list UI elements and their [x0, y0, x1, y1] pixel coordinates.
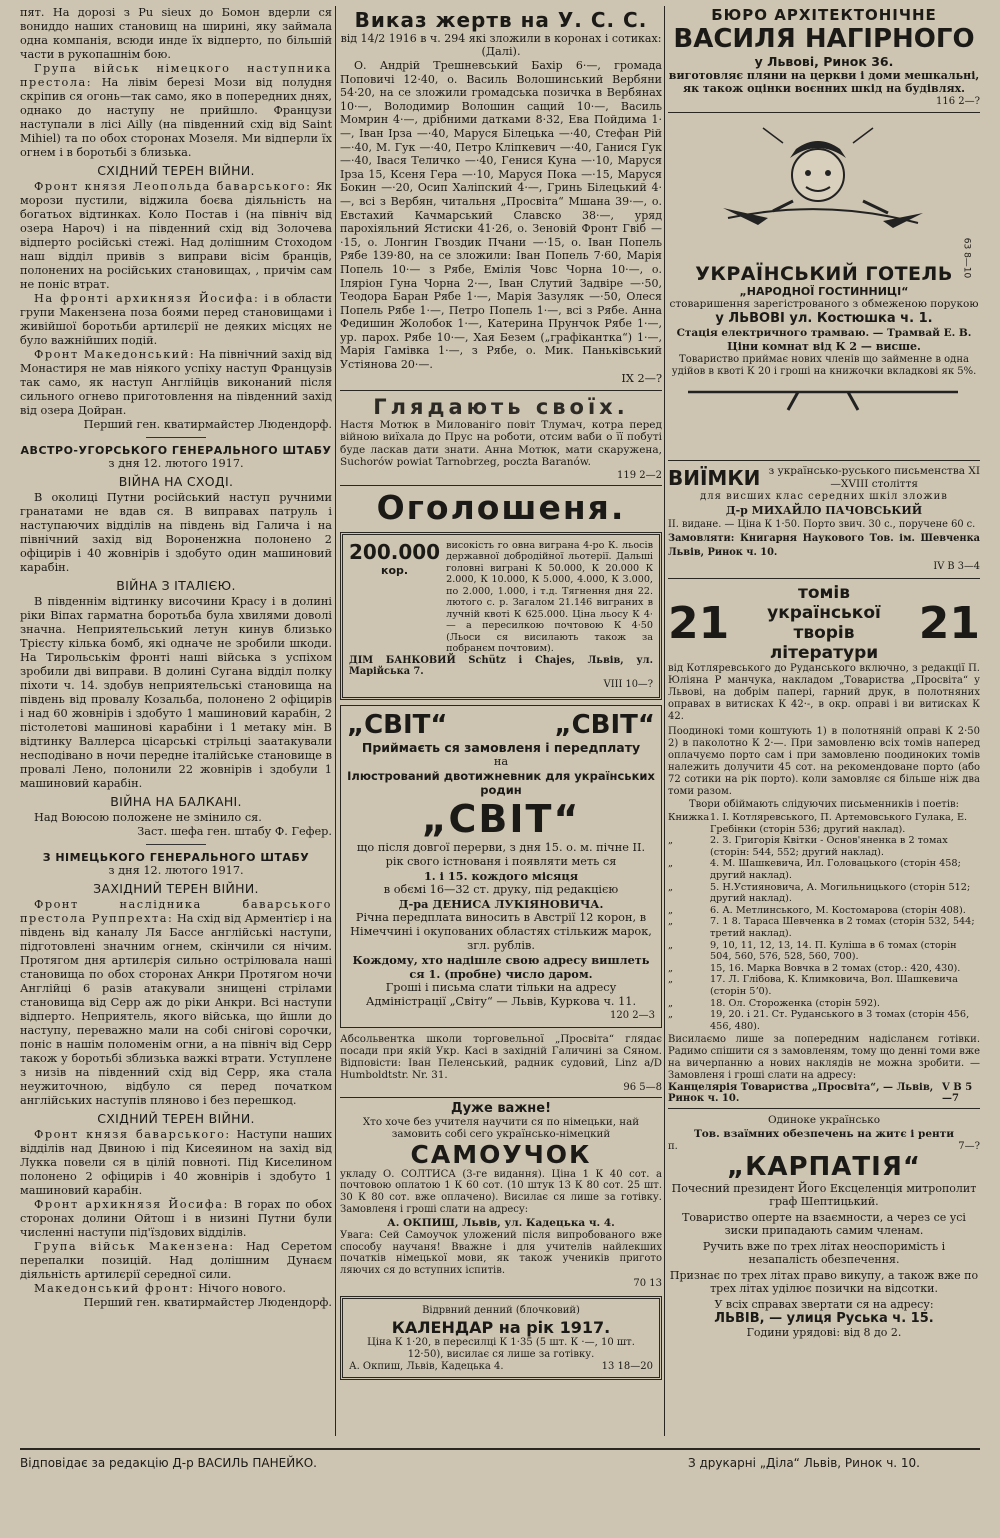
extracts-body: для висших клас середних шкіл зложив [700, 491, 948, 502]
svit-subscribe: Приймаєть ся замовленя і передплату [361, 739, 641, 755]
looking-for-body: Настя Мотюк в Милованіго повіт Тлумач, котра перед війною виїхала до Прус на роботи, отсим ваби о її побуті буде ласкав дати знати. Анна Мотюк, мати скаружена, Suchorów powiat Tarnobrzeg, poczta Baranów. [340, 418, 662, 469]
book-label: „ [668, 916, 674, 928]
report-paragraph: Фронт князя баварського: Наступи наших відділів над Двиною і під Кисеяином на захід від Лукка повели ся в цілій повноті. Під Киселином полонено 2 офіцирів і 40 жовнірів і здобуто 1 машиновий карабін. [20, 1128, 332, 1197]
hotel-ad [668, 113, 980, 461]
book-description: 9, 10, 11, 12, 13, 14. П. Куліша в 6 томах (сторін 504, 560, 576, 528, 560, 700). [710, 939, 957, 963]
article-intro: пят. На дорозі з Pu sieux до Бомон вдерли ся вониддо наших становищ на ширині, яку займала одна компанія, всюди инде їх відперто, по більшій части в рукопашнім бою. [20, 6, 332, 61]
svit-editor: Д-ра ДЕНИСА ЛУКІЯНОВИЧА. [398, 896, 604, 911]
section-heading: СХІДНИЙ ТЕРЕН ВІЙНИ. [97, 163, 255, 178]
book-list-item [668, 1009, 980, 1032]
signature: Перший ген. кватирмайстер Людендорф. [83, 1296, 332, 1309]
report-paragraph: Група військ Макензена: Над Серетом перепалки позицій. Над долішним Дунаєм діяльність артилєрії середної сили. [20, 1240, 332, 1281]
book-list-item [668, 940, 980, 963]
book-label: „ [668, 835, 674, 847]
book-list-item [668, 905, 980, 917]
book-label: „ [668, 904, 674, 916]
samouchok-ad [340, 1101, 662, 1291]
volumes-title: томів української творів літератури [767, 583, 881, 663]
report-paragraph: Над Воюсою положене не змінило ся. [34, 811, 262, 824]
section-heading: АВСТРО-УГОРСЬКОГО ГЕНЕРАЛЬНОГО ШТАБУ [20, 444, 332, 457]
calendar-address: А. Окпиш, Львів, Кадецька 4. [349, 1361, 504, 1373]
lottery-amount: 200.000 [349, 539, 441, 564]
samouchok-body: укладу О. СОЛТИСА (3-ге видання). Ціна 1 К 40 сот. а почтовою оплатою 1 К 60 сот. (10 штук 13 К 80 сот. 25 шт. 30 К 80 сот. вже оплачено). Висилає ся лише за готівку. Замовленя і гроші слати на адресу: [340, 1168, 662, 1216]
book-label: „ [668, 1009, 674, 1021]
book-label: Книжка [668, 812, 710, 823]
book-description: 19, 20. і 21. Ст. Руданського в 3 томах (сторін 456, 456, 480). [710, 1009, 970, 1032]
report-paragraph: В південнім відтинку височини Красу і в долині ріки Віпах гарматна боротьба була хвилями доволі значна. Неприятельський летун кинув близько Трієсту кілька бомб, які одначе не зробили шкоди. На Тирольськім фронті наші війська з успіхом зробили дві виправи. В долині Сугана відділ полку піхоти ч. 14. здобув неприятельські становища на південь від провалу Козальба, полонено 2 офіцирів і над 60 жовнірів і здобуто 1 машиновий карабін, 2 пістолетові машинові карабіни і 1 метаку мін. В відтинку Валлерса цісарські стрільці заатакували несподівано в ночи передне італійське становище в провалі Лено, полонили 22 жовнірів і здобули 1 машиновий карабін. [20, 595, 332, 790]
section-heading: СХІДНИЙ ТЕРЕН ВІЙНИ. [97, 1111, 255, 1126]
svit-title: „СВІТ“ [347, 709, 448, 740]
svit-body: в обємі 16—32 ст. друку, під редакцією [383, 882, 619, 896]
book-description: 17. Л. Глібова, К. Климковича, Вол. Шашкевича (сторін 5ʼ0). [710, 974, 958, 997]
calendar-body: Ціна К 1·20, в пересилці К 1·35 (5 шт. К ·—, 10 шт. 12·50), висилає ся лише за готівку. [367, 1337, 635, 1361]
book-list-item [668, 916, 980, 939]
extracts-price: II. видане. — Ціна К 1·50. Порто звич. 30 с., поручене 60 с. [668, 519, 976, 530]
important-body: Хто хоче без учителя научити ся по німецьки, най замовить собі сего українсько-німецкий [362, 1115, 640, 1140]
book-list-item [668, 963, 980, 975]
ad-number: IX 2—? [621, 371, 662, 385]
book-label: „ [668, 858, 674, 870]
samouchok-note: Увага: Сей Самоучок уложений після випробованого вже способу научаня! Вважне і для учителів найлекших початків німецької мови, як також учеників пригото ляючих ся до вступних іспитів. [340, 1229, 662, 1277]
karpatia-body: Почесний президент Його Ексцеленція митрополит граф Шептицький. [671, 1182, 977, 1209]
book-label: „ [668, 974, 674, 986]
book-label: „ [668, 881, 674, 893]
section-heading: ЗАХІДНИЙ ТЕРЕН ВІЙНИ. [93, 881, 259, 896]
book-list-item [668, 882, 980, 905]
ad-number: 119 2—2 [617, 469, 662, 481]
hotel-title: УКРАЇНСЬКИЙ ГОТЕЛЬ [695, 263, 953, 285]
calendar-head: Відрвний денний (блочковий) [422, 1305, 580, 1317]
lottery-bank: ДІМ БАНКОВИЙ Schütz i Chajes, Львів, ул. Марійська 7. [349, 654, 653, 678]
hotel-address: у ЛЬВОВІ ул. Костюшка ч. 1. [715, 310, 933, 326]
book-list-item [668, 812, 980, 835]
victims-list: О. Андрій Трешневський Бахір 6·—, громада Поповичі 12·40, о. Василь Волошинський Вербяни 54·20, на се зложили громадська позичка в Вербянах 10·—, Володимир Волошин сащий 10·—, Василь Момрин 4·—, дрібними датками 8·32, Ева Пойдима 1·—, Іван Ірза —·40, Маруся Білецька —·40, Стефан Рій —·40, М. Гук —·40, Петро Кліпкевич —·40, Ганися Гук —·40, Івася Теличко —·40, Генися Куна —·10, Маруся Ірза 15, Ксеня Гера —·10, Маруся Пока —·15, Маруся Бокин —·20, Осип Халіпский 4·—, Гринь Білецький 4·—, всі з Вербян, читальня „Просвіта“ Мшана 39·—, о. Евстахий Качмарський Славско 38·—, уряд парохіяльний Ястиски 41·26, о. Зеновій Фронт Гвіб —·15, о. Лонгин Гвоздик Пчани —·15, о. Іван Попель Рябе 139·80, на се зложили: Іван Попель 7·60, Марія Попель 10·— з Рябе, Емілія Човс Чорна 10·—, о. Іляріон Гуна Чорна 2·—, Іван Слутий Задвіре —·50, Теодора Баран Рябе 1·—, Марія Зазуляк —·50, Олеся Попель Рябе 1·—, Петро Попель 1·—, всі з Рябе. Анна Федишин Жолобок 1·—, Катерина Прунчок Рябе 1·—, ур. парох. Рябе 10·—, Хая Безем („графікантка“) 1·—, Марія Гамівка 1·—, з Рябе, о. Мик. Паньківський Устіянова 20·—. [340, 59, 662, 372]
hotel-subtitle: „НАРОДНОЇ ГОСТИННИЦІ“ [739, 285, 909, 298]
book-description: 15, 16. Марка Вовчка в 2 томах (стор.: 420, 430). [710, 962, 961, 974]
extracts-ad [668, 461, 980, 579]
report-paragraph: Фронт архикнязя Йосифа: В горах по обох сторонах долини Ойтош і в низині Путни були численні наступи під'їздових відділів. [20, 1198, 332, 1239]
volumes-list [668, 812, 980, 1032]
book-list-item [668, 858, 980, 881]
samouchok-address: А. ОКПИШ, Львів, ул. Кадецька ч. 4. [387, 1216, 615, 1229]
book-list-item [668, 998, 980, 1010]
divider [146, 844, 206, 845]
ad-number: 70 13 [633, 1278, 662, 1290]
bureau-heading: БЮРО АРХІТЕКТОНІЧНЕ [711, 6, 937, 24]
svit-title: „СВІТ“ [554, 709, 655, 740]
announcements-title: Оголошеня. [376, 487, 626, 527]
svit-body: що після довгої перерви, з дня 15. о. м. пічне II. рік свого істнованя і появляти меть ся [356, 840, 646, 868]
report-date: з дня 12. лютого 1917. [108, 457, 244, 470]
book-description: 1. І. Котляревського, П. Артемовського Гулака, Е. Гребінки (сторін 536; другий наклад). [710, 812, 968, 835]
book-description: 2. 3. Григорія Квітки - Основ'яненка в 2 томах (сторін: 544, 552; другий наклад). [710, 835, 948, 858]
report-paragraph: Фронт Македонський: На північний захід від Монастиря не мав ніякого успіху наступ Французів так само, як наступ Англійців виконаний після сильного огнево приготовлення на південний захід від озера Дойран. [20, 348, 332, 417]
book-list-item [668, 974, 980, 997]
book-label: „ [668, 997, 674, 1009]
volumes-single: Поодинокі томи коштують 1) в полотняній оправі К 2·50 2) в паколотно К 2·—. При замовленю всіх томів наперед оплачуємо порто сам і при замовленю поодиноких томів належить долучити 45 сот. на рекомендоване порто (або 72 сотики на рік порто). коли замовляє ся більше ніж два томи разом. [668, 726, 980, 797]
bureau-name: ВАСИЛЯ НАГІРНОГО [673, 24, 975, 54]
svit-body: Гроші і письма слати тільки на адресу Адміністрації „Світу“ — Львів, Куркова ч. 11. [365, 980, 637, 1008]
report-paragraph: Фронт наслідника баварського престола Руппрехта: На схід від Арментієр і на південь від каналу Ля Бассе англійські наступи, підготовлені значним огнем, скінчили ся нічим. Протягом дня артилєрія сильно острілювала наші становища по обох сторонах Анкри Протягом ночи Англійці 6 разів атакували знищені стрілами становища від Серр аж до ріки Анкри. Всі наступи відперто. Неприятель, якого війська, що йшли до наступу, переважно мали на собі снігові сорочки, поніс в нашім поломенім огни, а на північ від Серр також у боротьбі зблизька важкі втрати. Уступлене з низів на південний схід від Серр, яка стала неужиточною, відбуло ся перед початком англійських наступів пляново і без перешкод. [20, 898, 332, 1107]
column-divider [664, 6, 665, 1436]
extracts-body: з українсько-руського письменства XI—XVIII століття [768, 465, 980, 490]
karpatia-ad [668, 1109, 980, 1344]
karpatia-body: Признає по трех літах право викупу, а також вже по трех літах уділює позички на відсотки. [669, 1269, 979, 1296]
samouchok-title: САМОУЧОК [410, 1139, 592, 1169]
school-ad: Абсольвентка школи торговельної „Просвіта“ глядає посади при якій Укр. Касі в західній Галичині за Сяном. Відповісти: Іван Пеленський, радник судовий, Linz a/D Humboldtstr. Nr. 31. [340, 1032, 662, 1081]
hotel-prices: Ціни комнат від К 2 — висше. [727, 339, 921, 353]
hotel-tram: Стація електричного трамваю. — Трамвай Е. В. [676, 326, 972, 339]
svit-logo: „СВІТ“ [421, 796, 581, 841]
svit-on: на [493, 754, 509, 768]
book-description: 7. 1 8. Тараса Шевченка в 2 томах (сторін 532, 544; третий наклад). [710, 916, 975, 939]
war-reports-column [20, 6, 332, 1436]
ad-number: 96 5—8 [623, 1081, 662, 1093]
hotel-body: стоваришення зарегістрованого з обмеженою порукою [669, 298, 979, 310]
section-heading: ВІЙНА НА БАЛКАНІ. [110, 794, 242, 809]
report-paragraph: Фронт князя Леопольда баварського: Як морози пустили, віджила боєва діяльність на богатьох відтинках. Коло Постав і (на північ від озера Нароч) і на південний схід від Золочева відперто російські стежі. Над долішним Стоходом наш відділ привів з виправи вісім бранців, полонених на російських становищах, , причім сам не поніс втрат. [20, 180, 332, 291]
report-paragraph: Македонський фронт: Нічого нового. [34, 1282, 286, 1295]
bureau-city: у Львові, Ринок 36. [754, 54, 894, 69]
karpatia-title: „КАРПАТІЯ“ [727, 1152, 921, 1183]
karpatia-body: Товариство оперте на взаємности, а через се усі зиски припадають самим членам. [682, 1211, 966, 1238]
section-heading: ВІЙНА З ІТАЛІЄЮ. [116, 578, 236, 593]
victims-continued: (Далі). [481, 45, 521, 58]
svit-body: Річна передплата виносить в Австрії 12 корон, в Німеччині і окупованих областях стількиж марок, згл. рублів. [350, 910, 652, 952]
ad-number: 7—? [958, 1141, 980, 1153]
report-paragraph: Група військ німецкого наступника престола: На лівім березі Мози від полудня скріпив ся огонь—так само, яко в попередних днях, однако до наступу не прийшло. Французи наступали в лісі Ailly (на південний схід від Saint Mihiel) та по обох сторонах Мозеля. Ми відперли їх огнем і в боротьбі з близька. [20, 62, 332, 159]
karpatia-society: Тов. взаїмних обезпечень на житє і ренти [693, 1128, 955, 1141]
book-description: 18. Ол. Стороженка (сторін 592). [710, 997, 880, 1009]
lottery-body: високість го овна виграна 4-ро К. льосів державної добродійної льотерії. Дальші головні виграні К 50.000, К 20.000 К 2.000, К 10.000, К 5.000, 4.000, К 3.000, по 2.000, 1.000, і т.д. Тягнення дня 22. лютого с. р. Загалом 21.146 виграних в лучній квоті К 625.000. Ціна льосу К 4·— а пересилкою почтовою К 4·50 (Льоси ся висилають також за побранєм почтовим). [446, 539, 653, 655]
book-list-item [668, 835, 980, 858]
book-description: 4. М. Шашкевича, Ил. Головацького (сторін 458; другий наклад). [710, 858, 961, 881]
extracts-order: Замовляти: Книгарня Наукового Тов. ім. Шевченка Львів, Ринок ч. 10. [668, 533, 980, 558]
calendar-title: КАЛЕНДАР на рік 1917. [391, 1318, 611, 1338]
section-heading: ВІЙНА НА СХОДІ. [118, 474, 234, 489]
volumes-body: від Котляревського до Руданського включно, з редакції П. Юліяна Р манчука, накладом „Товариства „Просвіта“ у Львові, на добрім папері, гарний друк, в полотняних оправах в витисках К 42·-, в окр. оправі і ви витисках К 42. [668, 663, 980, 722]
footer-printer: З друкарні „Діла“ Львів, Ринок ч. 10. [687, 1456, 920, 1470]
hotel-figure-illustration [668, 113, 980, 263]
volumes-footer: Висилаємо лише за попередним надісланєм готівки. Радимо спішити ся з замовленям, тому що денні томи вже на вичерпанню а нових наклядів не можна зробити. — Замовленя і гроші слати на адресу: [668, 1034, 980, 1082]
book-description: 6. А. Метлинського, М. Костомарова (сторін 408). [710, 904, 966, 916]
lottery-ad [340, 532, 662, 700]
svit-journal: Ілюстрований двотижневник для українських родин [347, 768, 655, 797]
column-divider [335, 6, 336, 1436]
book-label: „ [668, 962, 674, 974]
side-stamp: 63 8—10 [960, 237, 971, 279]
bureau-body: виготовляє пляни на церкви і доми мешкальні, як також оцінки воєнних шкід на будівлях. [668, 69, 980, 95]
extracts-author: Д-р МИХАЙЛО ПАЧОВСЬКИЙ [725, 504, 923, 517]
divider [146, 437, 206, 438]
svit-ad [340, 705, 662, 1028]
volumes-list-head: Твори обіймають слідуючих письменників і поетів: [688, 799, 960, 810]
karpatia-top: Одиноке українсько [767, 1114, 881, 1127]
ad-number: 120 2—3 [610, 1009, 655, 1021]
advertisements-column [668, 6, 980, 1436]
hotel-body: Товариство приймає нових членів що займенне в одна удійов в квоті К 20 і гроші на книжочки вкладкові як 5%. [671, 353, 977, 377]
karpatia-body: У всіх справах звертати ся на адресу: [714, 1298, 934, 1312]
report-paragraph: В околиці Путни російський наступ ручними гранатами не вдав ся. В виправах патруль і наступаючих відділів на південь від Галича і на північний захід від Вороненжна полонено 2 офіцирів і 40 жовнірів і здобуто один машиновий карабін. [20, 491, 332, 574]
karpatia-p: п. [668, 1141, 678, 1153]
svit-dates: 1. і 15. кождого місяця [423, 868, 579, 883]
footer-editor: Відповідає за редакцію Д-р ВАСИЛЬ ПАНЕЙКО. [20, 1456, 317, 1470]
svit-body: Кождому, хто надішле свою адресу вишлеть ся 1. (пробне) число даром. [352, 952, 650, 981]
report-paragraph: На фронті архикнязя Йосифа: і в области групи Макензена поза боями перед становищами і живійшої боротьби артилєрії не деяких місцях не було важнійших подій. [20, 292, 332, 347]
volumes-count: 21 [668, 597, 730, 649]
lottery-unit: кор. [381, 563, 409, 577]
looking-for-title: Глядають своїх. [373, 394, 629, 419]
report-date: з дня 12. лютого 1917. [108, 864, 244, 877]
ad-number: 13 18—20 [601, 1361, 653, 1373]
ad-number: 116 2—? [936, 96, 980, 107]
book-description: 5. Н.Устияновича, А. Могильницького (сторін 512; другий наклад). [710, 881, 971, 905]
page-footer [20, 1448, 980, 1478]
section-heading: З НІМЕЦЬКОГО ГЕНЕРАЛЬНОГО ШТАБУ [42, 851, 310, 864]
ad-number: V В 5—7 [942, 1082, 973, 1105]
karpatia-hours: Години урядові: від 8 до 2. [746, 1326, 902, 1340]
karpatia-address: ЛЬВІВ, — улиця Руська ч. 15. [714, 1311, 934, 1327]
ad-number: VIII 10—? [603, 678, 653, 690]
important-title: Дуже важне! [451, 1100, 551, 1116]
book-label: „ [668, 939, 674, 951]
victims-subtitle: від 14/2 1916 в ч. 294 які зложили в коронах і сотиках: [340, 32, 662, 45]
signature: Заст. шефа ген. штабу Ф. Гефер. [137, 825, 332, 838]
ad-number: IV В 3—4 [933, 561, 980, 572]
signature: Перший ген. кватирмайстер Людендорф. [83, 418, 332, 431]
volumes-ad [668, 579, 980, 1109]
volumes-count: 21 [918, 597, 980, 649]
karpatia-body: Ручить вже по трех літах неоспоримість і незапалість обезпечення. [702, 1240, 946, 1267]
victims-and-ads-column [340, 6, 662, 1436]
extracts-title: ВИЇМКИ [668, 465, 761, 490]
calendar-ad [340, 1296, 662, 1380]
victims-title: Виказ жертв на У. С. С. [354, 8, 648, 32]
volumes-address: Канцелярія Товариства „Просвіта“, — Львів, Ринок ч. 10. [668, 1082, 934, 1105]
hotel-legs-illustration [668, 382, 980, 412]
